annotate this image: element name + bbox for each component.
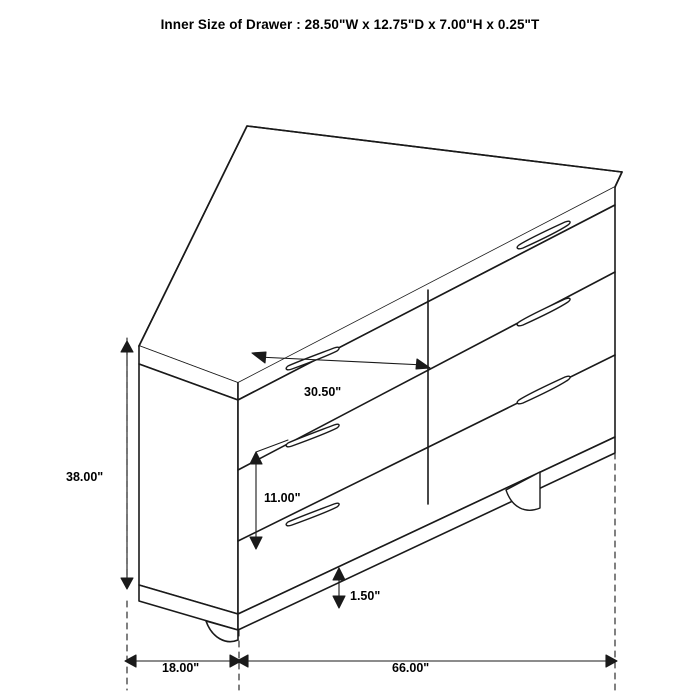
dimension-label-height-overall: 38.00" [66, 470, 104, 484]
dresser-left-side [139, 364, 238, 614]
dimension-label-drawer-height: 11.00" [264, 491, 301, 505]
dimension-height-overall [121, 341, 133, 589]
dimension-label-base-height: 1.50" [350, 589, 381, 603]
dimension-label-width-overall: 66.00" [392, 661, 430, 675]
dimension-label-drawer-width: 30.50" [304, 385, 342, 399]
page-title: Inner Size of Drawer : 28.50"W x 12.75"D x 7.00"H x 0.25"T [160, 17, 540, 32]
dimension-label-depth: 18.00" [162, 661, 200, 675]
